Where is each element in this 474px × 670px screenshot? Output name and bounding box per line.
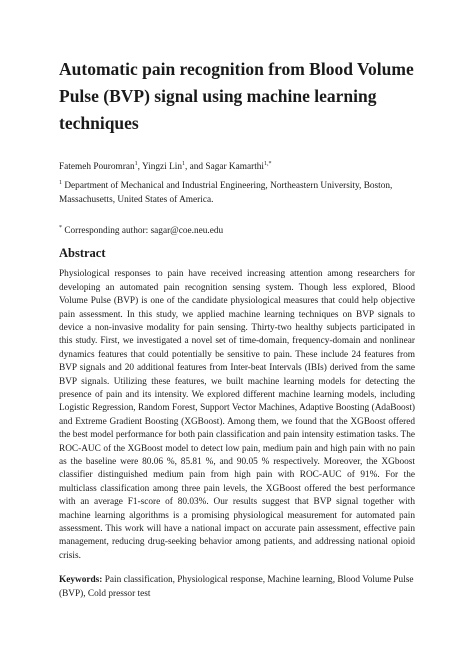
author-affiliation-marker: 1,*	[264, 161, 272, 167]
author-name: Fatemeh Pouromran	[59, 162, 135, 173]
author-name: Yingzi Lin	[141, 162, 182, 173]
keywords-text: Pain classification, Physiological response, Machine learning, Blood Volume Pulse (BVP), Cold pressor test	[59, 575, 414, 599]
affiliation-text: Department of Mechanical and Industrial Engineering, Northeastern University, Boston, Massachusetts, United States of America.	[59, 181, 393, 206]
keywords	[59, 574, 415, 601]
author-separator: , and	[185, 162, 206, 173]
paper-title: Automatic pain recognition from Blood Volume Pulse (BVP) signal using machine learning techniques	[59, 59, 414, 133]
author-affiliation-marker: 1	[182, 161, 185, 167]
keywords-label: Keywords:	[59, 575, 103, 586]
author-affiliation-marker: 1	[134, 161, 138, 167]
author-list	[59, 157, 415, 174]
corresponding-author	[59, 221, 415, 238]
affiliation-marker: 1	[59, 180, 62, 187]
affiliation	[59, 176, 415, 207]
author-separator: ,	[137, 162, 142, 173]
abstract-heading: Abstract	[59, 246, 106, 261]
corresponding-marker: *	[59, 225, 62, 232]
abstract-text: Physiological responses to pain have received increasing attention among researchers for developing an automated pain recognition sensing system. Though less explored, Blood Volume Pulse (BVP) is one of the candidate physiological measures that could help objective pain assessment. In this study, we applied machine learning techniques on BVP signals to device a non-invasive modality for pain sensing. Thirty-two healthy subjects participated in this study. First, we investigated a novel set of time-domain, frequency-domain and nonlinear dynamics features that could potentially be sensitive to pain. These include 24 features from BVP signals and 20 additional features from Inter-beat Intervals (IBIs) derived from the same BVP signals. Utilizing these features, we built machine learning models for detecting the presence of pain and its intensity. We explored different machine learning models, including Logistic Regression, Random Forest, Support Vector Machines, Adaptive Boosting (AdaBoost) and Extreme Gradient Boosting (XGBoost). Among them, we found that the XGBoost offered the best model performance for both pain classification and pain intensity estimation tasks. The ROC-AUC of the XGBoost model to detect low pain, medium pain and high pain with no pain as the baseline were 80.06 %, 85.81 %, and 90.05 % respectively. Moreover, the XGboost classifier distinguished medium pain from high pain with ROC-AUC of 91%. For the multiclass classification among three pain levels, the XGBoost offered the best performance with an average F1-score of 80.03%. Our results suggest that BVP signal together with machine learning algorithms is a promising physiological measurement for automated pain assessment. This work will have a national impact on accurate pain assessment, effective pain management, reducing drug-seeking behavior among patients, and addressing national opioid crisis.	[59, 269, 415, 561]
author-name: Sagar Kamarthi	[205, 162, 265, 173]
corresponding-author-text: Corresponding author: sagar@coe.neu.edu	[62, 226, 224, 237]
